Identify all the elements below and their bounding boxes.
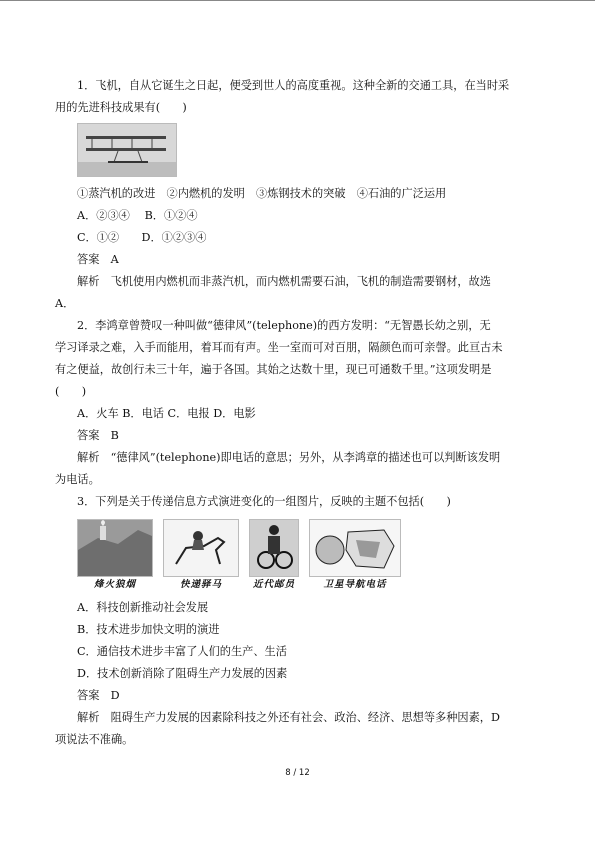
- caption-2: 快递驿马: [179, 579, 222, 590]
- image-post-horse: [163, 519, 239, 593]
- q1-stem-line2: 用的先进科技成果有( ): [55, 101, 187, 114]
- q3-analysis-line2: 项说法不准确。: [55, 733, 134, 746]
- q1-choices-line2: C．①② D．①②③④: [77, 231, 207, 244]
- post-horse-picture: [163, 519, 239, 577]
- q3-analysis-line1: 解析 阻碍生产力发展的因素除科技之外还有社会、政治、经济、思想等多种因素，D: [77, 711, 500, 724]
- q1-analysis-line2: A．: [55, 297, 75, 310]
- q3-answer: 答案 D: [77, 689, 120, 702]
- q2-analysis-line2: 为电话。: [55, 473, 100, 486]
- satellite-phone-picture: [309, 519, 401, 577]
- airplane-photo: [77, 123, 177, 177]
- header-rule: [0, 0, 595, 1]
- q2-stem-line3: 有之便益，故创行未三十年，遍于各国。其始之达数十里，现已可通数千里。”这项发明是: [55, 363, 492, 376]
- q1-stem-line1: 1．飞机，自从它诞生之日起，便受到世人的高度重视。这种全新的交通工具，在当时采: [77, 79, 510, 92]
- q3-option-a: A．科技创新推动社会发展: [77, 601, 209, 614]
- modern-postman-picture: [249, 519, 299, 577]
- q2-analysis-line1: 解析 “德律风”(telephone)即电话的意思；另外，从李鸿章的描述也可以判断该发明: [77, 451, 501, 464]
- caption-3: 近代邮员: [252, 579, 295, 590]
- q2-answer: 答案 B: [77, 429, 119, 442]
- q2-stem-line2: 学习译录之难，入手而能用，着耳而有声。坐一室而可对百朋，隔颜色而可亲謦。此亘古未: [55, 341, 503, 354]
- q3-image-row: [77, 519, 543, 593]
- caption-4: 卫星导航电话: [323, 579, 387, 590]
- q2-choices: A．火车 B．电话 C．电报 D．电影: [77, 407, 256, 420]
- q1-choices-line1: A．②③④ B．①②④: [77, 209, 198, 222]
- q3-stem: 3．下列是关于传递信息方式演进变化的一组图片，反映的主题不包括( ): [77, 495, 451, 508]
- q1-analysis-line1: 解析 飞机使用内燃机而非蒸汽机，而内燃机需要石油，飞机的制造需要钢材，故选: [77, 275, 491, 288]
- q2-stem-line4: ( ): [55, 385, 87, 398]
- caption-1: 烽火狼烟: [93, 579, 136, 590]
- document-page: [55, 75, 543, 751]
- q1-answer: 答案 A: [77, 253, 119, 266]
- image-modern-postman: [249, 519, 299, 593]
- q3-option-c: C．通信技术进步丰富了人们的生产、生活: [77, 645, 287, 658]
- beacon-fire-picture: [77, 519, 153, 577]
- q1-option-items: ①蒸汽机的改进 ②内燃机的发明 ③炼钢技术的突破 ④石油的广泛运用: [77, 187, 447, 200]
- q3-option-d: D．技术创新消除了阻碍生产力发展的因素: [77, 667, 288, 680]
- page-number: 8 / 12: [285, 768, 310, 778]
- image-satellite-phone: [309, 519, 401, 593]
- q2-stem-line1: 2．李鸿章曾赞叹一种叫做“德律风”(telephone)的西方发明：“无智愚长幼之别，无: [77, 319, 491, 332]
- q3-option-b: B．技术进步加快文明的演进: [77, 623, 220, 636]
- image-beacon-fire: [77, 519, 153, 593]
